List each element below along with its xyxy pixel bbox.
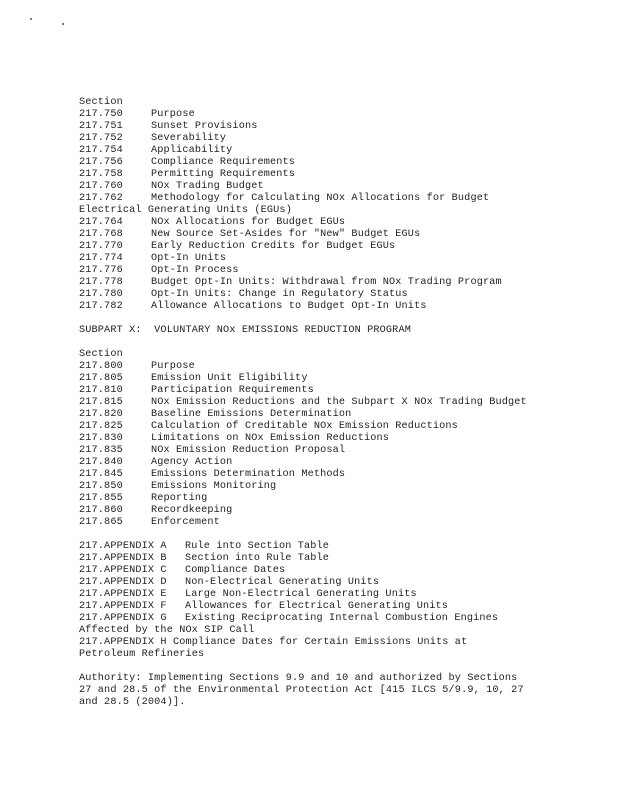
section-title: New Source Set-Asides for "New" Budget EGUs: [151, 229, 421, 240]
section-number: 217.778: [79, 277, 123, 288]
section-title: Emissions Determination Methods: [151, 469, 346, 480]
section-title: Emissions Monitoring: [151, 481, 277, 492]
toc-entry: [79, 133, 549, 145]
toc-entry: [79, 421, 549, 433]
section-title: Purpose: [151, 109, 195, 120]
appendix-list: [79, 541, 549, 625]
section-number: 217.752: [79, 133, 123, 144]
section-number: 217.776: [79, 265, 123, 276]
toc-entry: [79, 505, 549, 517]
authority-line: Authority: Implementing Sections 9.9 and 10 and authorized by Sections: [79, 673, 518, 684]
section-number: 217.770: [79, 241, 123, 252]
section-number: 217.865: [79, 517, 123, 528]
authority-line: 27 and 28.5 of the Environmental Protection Act [415 ILCS 5/9.9, 10, 27: [79, 685, 524, 696]
section-title: NOx Emission Reduction Proposal: [151, 445, 346, 456]
section-title: Applicability: [151, 145, 233, 156]
scan-speck: [62, 23, 64, 25]
toc-entry: [79, 217, 549, 229]
section-title: Large Non-Electrical Generating Units: [185, 589, 417, 600]
section-title: Purpose: [151, 361, 195, 372]
toc-entry: [79, 253, 549, 265]
appendix-h-continuation: Petroleum Refineries: [79, 649, 205, 660]
section-number: 217.860: [79, 505, 123, 516]
section-title: Compliance Requirements: [151, 157, 296, 168]
toc-entry: [79, 385, 549, 397]
section-title: NOx Allocations for Budget EGUs: [151, 217, 346, 228]
toc-entry: [79, 517, 549, 529]
section-number: 217.APPENDIX D: [79, 577, 167, 588]
toc-entry: [79, 577, 549, 589]
section-title: Baseline Emissions Determination: [151, 409, 352, 420]
section-title: Rule into Section Table: [185, 541, 330, 552]
toc-entry: [79, 241, 549, 253]
section-list-part-1: [79, 109, 549, 205]
toc-entry: [79, 457, 549, 469]
section-number: 217.756: [79, 157, 123, 168]
toc-entry: [79, 553, 549, 565]
section-number: 217.750: [79, 109, 123, 120]
section-number: 217.840: [79, 457, 123, 468]
section-title: NOx Trading Budget: [151, 181, 264, 192]
toc-entry: [79, 469, 549, 481]
toc-entry: [79, 181, 549, 193]
section-title: Recordkeeping: [151, 505, 233, 516]
toc-entry: [79, 361, 549, 373]
section-number: 217.782: [79, 301, 123, 312]
section-title: Calculation of Creditable NOx Emission Reductions: [151, 421, 458, 432]
section-title: Limitations on NOx Emission Reductions: [151, 433, 390, 444]
section-title: Agency Action: [151, 457, 233, 468]
section-title: Methodology for Calculating NOx Allocations for Budget: [151, 193, 490, 204]
section-title: Opt-In Units: Change in Regulatory Status: [151, 289, 408, 300]
toc-entry: [79, 481, 549, 493]
section-title: Participation Requirements: [151, 385, 314, 396]
section-title: Severability: [151, 133, 227, 144]
section-number: 217.845: [79, 469, 123, 480]
section-title: Enforcement: [151, 517, 220, 528]
section-title: Existing Reciprocating Internal Combustion Engines: [185, 613, 499, 624]
section-number: 217.855: [79, 493, 123, 504]
section-number: 217.815: [79, 397, 123, 408]
section-number: 217.APPENDIX B: [79, 553, 167, 564]
toc-entry: [79, 109, 549, 121]
toc-entry: [79, 229, 549, 241]
toc-entry: [79, 493, 549, 505]
section-title: Permitting Requirements: [151, 169, 296, 180]
section-title: Budget Opt-In Units: Withdrawal from NOx Trading Program: [151, 277, 502, 288]
section-number: 217.774: [79, 253, 123, 264]
section-number: 217.810: [79, 385, 123, 396]
toc-entry: [79, 397, 549, 409]
section-number: 217.754: [79, 145, 123, 156]
subpart-heading: SUBPART X: VOLUNTARY NOx EMISSIONS REDUCTION PROGRAM: [79, 325, 411, 336]
toc-entry: [79, 601, 549, 613]
section-list-part-2: [79, 217, 549, 313]
section-title: Section into Rule Table: [185, 553, 330, 564]
section-title: Sunset Provisions: [151, 121, 258, 132]
section-number: 217.762: [79, 193, 123, 204]
section-number: 217.751: [79, 121, 123, 132]
section-title: NOx Emission Reductions and the Subpart X NOx Trading Budget: [151, 397, 527, 408]
section-number: 217.760: [79, 181, 123, 192]
toc-entry: [79, 193, 549, 205]
toc-entry: [79, 145, 549, 157]
appendix-continuation: Affected by the NOx SIP Call: [79, 625, 255, 636]
section-list-subpart-x: [79, 361, 549, 529]
section-number: 217.APPENDIX F: [79, 601, 167, 612]
toc-entry: [79, 157, 549, 169]
toc-entry: [79, 433, 549, 445]
toc-entry: [79, 169, 549, 181]
toc-entry: [79, 565, 549, 577]
section-number: 217.825: [79, 421, 123, 432]
section-number: 217.820: [79, 409, 123, 420]
section-title: Reporting: [151, 493, 208, 504]
section-number: 217.835: [79, 445, 123, 456]
entry-continuation: Electrical Generating Units (EGUs): [79, 205, 292, 216]
section-title: Opt-In Units: [151, 253, 227, 264]
section-number: 217.APPENDIX G: [79, 613, 167, 624]
scan-speck: [30, 18, 32, 20]
toc-entry: [79, 409, 549, 421]
toc-entry: [79, 289, 549, 301]
section-number: 217.APPENDIX E: [79, 589, 167, 600]
section-title: Opt-In Process: [151, 265, 239, 276]
section-title: Allowances for Electrical Generating Units: [185, 601, 449, 612]
section-title: Emission Unit Eligibility: [151, 373, 308, 384]
section-number: 217.830: [79, 433, 123, 444]
toc-entry: [79, 541, 549, 553]
section-number: 217.850: [79, 481, 123, 492]
toc-entry: [79, 613, 549, 625]
toc-entry: [79, 265, 549, 277]
toc-entry: [79, 301, 549, 313]
toc-entry: [79, 373, 549, 385]
section-number: 217.758: [79, 169, 123, 180]
appendix-h-line: 217.APPENDIX H Compliance Dates for Certain Emissions Units at: [79, 637, 468, 648]
section-header: Section: [79, 349, 123, 360]
section-title: Compliance Dates: [185, 565, 286, 576]
toc-entry: [79, 589, 549, 601]
section-number: 217.800: [79, 361, 123, 372]
section-number: 217.805: [79, 373, 123, 384]
toc-entry: [79, 121, 549, 133]
toc-entry: [79, 445, 549, 457]
authority-note: [79, 673, 539, 709]
table-of-contents: [79, 97, 549, 709]
section-number: 217.764: [79, 217, 123, 228]
section-number: 217.APPENDIX C: [79, 565, 167, 576]
section-title: Non-Electrical Generating Units: [185, 577, 380, 588]
section-header: Section: [79, 97, 123, 108]
section-title: Early Reduction Credits for Budget EGUs: [151, 241, 396, 252]
section-number: 217.APPENDIX A: [79, 541, 167, 552]
section-title: Allowance Allocations to Budget Opt-In Units: [151, 301, 427, 312]
section-number: 217.780: [79, 289, 123, 300]
section-number: 217.768: [79, 229, 123, 240]
toc-entry: [79, 277, 549, 289]
authority-line: and 28.5 (2004)].: [79, 697, 186, 708]
